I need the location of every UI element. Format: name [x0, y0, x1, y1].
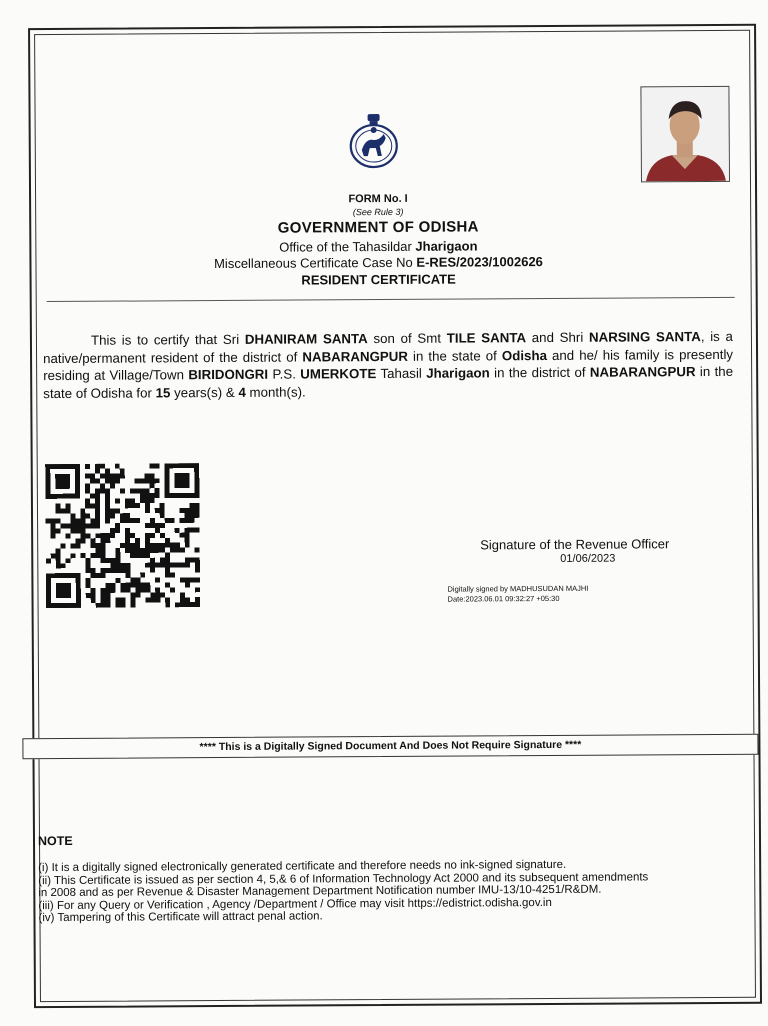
digital-signer: Digitally signed by MADHUSUDAN MAJHI [447, 583, 589, 594]
digital-signature [447, 584, 588, 605]
mother-name: TILE SANTA [446, 330, 527, 346]
qr-code-icon [45, 463, 201, 608]
body-text: Tahasil [380, 365, 422, 382]
years-value: 15 [155, 384, 171, 400]
certificate-body [43, 328, 733, 402]
body-text: in the state of [412, 347, 497, 364]
body-text: in the state of Odisha for [43, 363, 734, 401]
note-title: NOTE [37, 833, 73, 849]
tahasil-name: Jharigaon [426, 365, 490, 381]
body-text: years(s) & [174, 384, 235, 400]
body-text: and Shri [531, 329, 584, 346]
certificate-title: RESIDENT CERTIFICATE [301, 271, 456, 288]
digital-document-banner: **** This is a Digitally Signed Document And Does Not Require Signature **** [22, 734, 758, 759]
body-text: month(s). [249, 383, 306, 400]
note-line: (ii) This Certificate is issued as per section 4, 5,& 6 of Information Technology Act 2000 and its subsequent amendments [38, 870, 649, 887]
qr-finder [46, 573, 81, 608]
state-emblem-icon [348, 110, 400, 170]
body-text: in the district of [494, 364, 586, 381]
signature-title: Signature of the Revenue Officer [480, 536, 670, 553]
body-text: , is a native/permanent resident of the district of [43, 328, 733, 366]
see-rule: (See Rule 3) [352, 206, 404, 218]
office-line [148, 238, 608, 256]
district-name: NABARANGPUR [302, 348, 409, 364]
police-station: UMERKOTE [300, 366, 377, 382]
office-name: Jharigaon [415, 238, 478, 254]
body-text: P.S. [272, 366, 296, 382]
case-prefix: Miscellaneous Certificate Case No [214, 254, 413, 272]
case-line [148, 254, 608, 272]
district-name-2: NABARANGPUR [589, 364, 696, 380]
body-text: son of Smt [373, 330, 442, 347]
note-list [38, 858, 748, 925]
note-line: (iii) For any Query or Verification , Agency /Department / Office may visit https://edistrict.odisha.gov.in [38, 896, 552, 912]
qr-finder [164, 463, 199, 498]
qr-finder [45, 464, 80, 499]
note-line: in 2008 and as per Revenue & Disaster Management Department Notification number IMU-13/10-4251/R&DM. [38, 883, 602, 900]
body-text: and he/ his family is presently residing at Village/Town [43, 346, 734, 384]
state-name: Odisha [501, 347, 547, 363]
months-value: 4 [238, 384, 246, 400]
applicant-photo [640, 86, 730, 183]
signature-block [480, 536, 720, 565]
signature-date: 01/06/2023 [560, 552, 616, 565]
office-prefix: Office of the Tahasildar [279, 238, 412, 255]
village-name: BIRIDONGRI [188, 366, 269, 383]
government-title: GOVERNMENT OF ODISHA [277, 218, 479, 237]
applicant-name: DHANIRAM SANTA [244, 331, 368, 347]
digital-timestamp: Date:2023.06.01 09:32:27 +05:30 [447, 593, 560, 604]
note-line: (i) It is a digitally signed electronically generated certificate and therefore needs no ink-signed signature. [38, 858, 567, 875]
note-line: (iv) Tampering of this Certificate will attract penal action. [38, 910, 323, 925]
form-number: FORM No. I [348, 192, 408, 206]
case-number: E-RES/2023/1002626 [416, 254, 543, 270]
body-text: This is to certify that Sri [90, 331, 240, 348]
father-name: NARSING SANTA [588, 329, 701, 345]
